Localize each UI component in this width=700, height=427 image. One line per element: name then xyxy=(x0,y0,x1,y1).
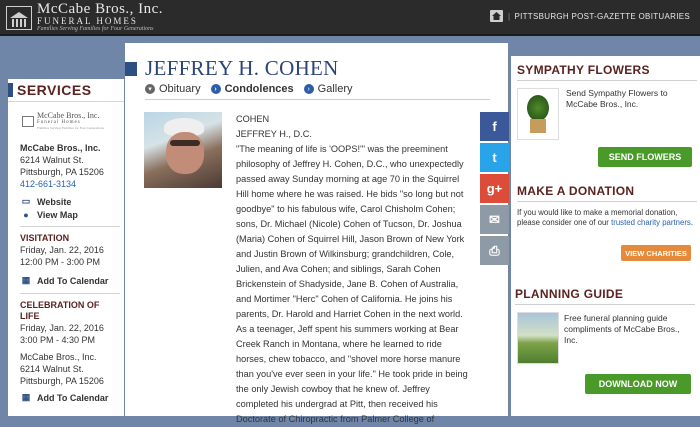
email-share-button[interactable] xyxy=(480,205,509,234)
services-panel xyxy=(8,79,124,416)
services-title: SERVICES xyxy=(17,82,92,98)
tab-condolences[interactable] xyxy=(211,83,294,95)
logo-subtitle: FUNERAL HOMES xyxy=(37,16,138,26)
celebration-date: Friday, Jan. 22, 2016 xyxy=(20,323,104,333)
add-celebration-calendar-link[interactable] xyxy=(20,391,124,404)
tab-label: Gallery xyxy=(317,83,353,95)
planning-guide-image[interactable] xyxy=(517,312,559,364)
calendar-icon: ▦ xyxy=(21,275,31,285)
services-venue-logo xyxy=(22,112,124,130)
obituary-text xyxy=(236,112,472,427)
post-gazette-obituaries-link[interactable]: PITTSBURGH POST-GAZETTE OBITUARIES xyxy=(514,11,690,21)
funeral-home-logo-icon xyxy=(22,116,34,127)
deceased-name: JEFFREY H. COHEN xyxy=(145,56,339,80)
funeral-home-logo-icon xyxy=(6,6,32,30)
print-button[interactable] xyxy=(480,236,509,265)
view-charities-button[interactable]: VIEW CHARITIES xyxy=(621,245,691,261)
site-logo[interactable] xyxy=(6,2,163,33)
celebration-address-1: 6214 Walnut St. xyxy=(20,364,84,374)
logo-tagline: Families Serving Families for Four Generations xyxy=(37,26,154,32)
share-bar xyxy=(480,112,509,267)
venue-logo-subtitle: Funeral Homes xyxy=(37,120,81,125)
flowers-image[interactable] xyxy=(517,88,559,140)
services-header xyxy=(8,79,124,102)
celebration-label-1: CELEBRATION OF xyxy=(20,300,100,310)
obituary-panel xyxy=(125,43,508,424)
view-map-label: View Map xyxy=(37,209,78,220)
divider xyxy=(517,80,697,81)
planning-guide-text: Free funeral planning guide compliments of McCabe Bros., Inc. xyxy=(564,313,680,345)
celebration-address-2: Pittsburgh, PA 15206 xyxy=(20,376,104,386)
website-link[interactable] xyxy=(20,195,124,208)
monitor-icon: ▭ xyxy=(21,196,31,206)
obituary-header xyxy=(125,56,339,81)
google-plus-icon: g+ xyxy=(486,181,503,196)
calendar-icon: ▦ xyxy=(21,392,31,402)
map-pin-icon: ● xyxy=(23,209,29,220)
tab-label: Obituary xyxy=(159,83,201,95)
venue-name: McCabe Bros., Inc. xyxy=(20,143,101,153)
venue-phone-link[interactable]: 412-661-3134 xyxy=(20,179,77,189)
add-calendar-label: Add To Calendar xyxy=(37,392,109,403)
header-accent xyxy=(125,62,137,76)
top-right-nav xyxy=(490,10,690,22)
twitter-icon: t xyxy=(492,150,497,165)
nav-separator: | xyxy=(508,11,511,21)
right-sidebar xyxy=(511,56,700,416)
obituary-surname: COHEN xyxy=(236,114,270,124)
tab-label: Condolences xyxy=(224,83,294,95)
facebook-share-button[interactable] xyxy=(480,112,509,141)
donation-text-a: If you would like to make a memorial donation, please consider one of our xyxy=(517,208,678,227)
venue-address-1: 6214 Walnut St. xyxy=(20,155,84,165)
celebration-label-2: LIFE xyxy=(20,311,40,321)
logo-text xyxy=(37,2,163,33)
visitation-label: VISITATION xyxy=(20,233,70,243)
twitter-share-button[interactable] xyxy=(480,143,509,172)
venue-address-2: Pittsburgh, PA 15206 xyxy=(20,167,104,177)
chevron-right-icon: › xyxy=(211,84,221,94)
obituary-tabs xyxy=(145,83,363,95)
donation-text-b: . xyxy=(690,218,693,227)
visitation-time: 12:00 PM - 3:00 PM xyxy=(20,257,101,267)
obituary-body: "The meaning of life is 'OOPS!'" was the preeminent philosophy of Jeffrey H. Cohen, D.C., who unexpectedly passed away Sunday morning at age 70 in the Squirrel Hill home where he was raised. He bids "so long but not goodbye" to his fabulous wife, Carol Chisholm Cohen; sons, Dr. Michael (Nicole) Cohen of Tucson, Dr. Joshua (Maria) Cohen of Squirrel Hill, Jason Brown of New York and Justin Brown of Wilkinsburg; grandchildren, Cole, Julien, and Ava Cohen; and siblings, Sarah Cohen Brickenstein of Shadyside, Jane B. Cohen of Australia, and Mortimer "Herc" Cohen of California. He joins his parents, Dr. Harold and Harriet Cohen in the next world. As a teenager, Jeff spent his summers working at Bear Creek Ranch in Montana, where he learned to ride horses, chew tobacco, and "shovel more horse manure than you've ever seen in your life." He took pride in being the only Jewish cowboy that he knew of. Jeffrey completed his undergrad at Pitt, then received his Doctorate of Chiropractic from Palmer College of xyxy=(236,144,468,424)
google-plus-share-button[interactable] xyxy=(480,174,509,203)
tab-gallery[interactable] xyxy=(304,83,353,95)
deceased-photo[interactable] xyxy=(144,112,222,188)
flowers-text: Send Sympathy Flowers to McCabe Bros., Inc. xyxy=(566,88,668,109)
donation-text xyxy=(517,208,695,228)
obituary-fullname: JEFFREY H., D.C. xyxy=(236,129,312,139)
home-icon[interactable] xyxy=(490,10,503,22)
chevron-right-icon: › xyxy=(304,84,314,94)
venue-logo-name: McCabe Bros., Inc. xyxy=(37,111,100,120)
view-map-link[interactable] xyxy=(20,208,124,221)
website-label: Website xyxy=(37,196,72,207)
top-bar xyxy=(0,0,700,36)
header-accent xyxy=(8,83,13,97)
print-icon: ⎙ xyxy=(489,242,500,258)
donation-title: MAKE A DONATION xyxy=(517,184,635,198)
celebration-time: 3:00 PM - 4:30 PM xyxy=(20,335,96,345)
divider xyxy=(517,201,697,202)
chevron-down-icon: ▾ xyxy=(145,84,155,94)
facebook-icon: f xyxy=(492,119,497,134)
celebration-venue-name: McCabe Bros., Inc. xyxy=(20,352,97,362)
logo-name: McCabe Bros., Inc. xyxy=(37,1,164,17)
tab-obituary[interactable] xyxy=(145,83,201,95)
add-calendar-label: Add To Calendar xyxy=(37,275,109,286)
charity-partners-link[interactable]: trusted charity partners xyxy=(611,218,691,227)
tabs-divider xyxy=(145,99,490,100)
planning-guide-title: PLANNING GUIDE xyxy=(515,287,624,301)
venue-logo-tagline: Families Serving Families for Four Generations xyxy=(37,126,104,130)
email-icon: ✉ xyxy=(489,211,500,227)
download-guide-button[interactable]: DOWNLOAD NOW xyxy=(585,374,691,394)
divider xyxy=(515,304,695,305)
visitation-date: Friday, Jan. 22, 2016 xyxy=(20,245,104,255)
send-flowers-button[interactable]: SEND FLOWERS xyxy=(598,147,692,167)
add-visitation-calendar-link[interactable] xyxy=(20,274,124,287)
sympathy-flowers-title: SYMPATHY FLOWERS xyxy=(517,63,650,77)
